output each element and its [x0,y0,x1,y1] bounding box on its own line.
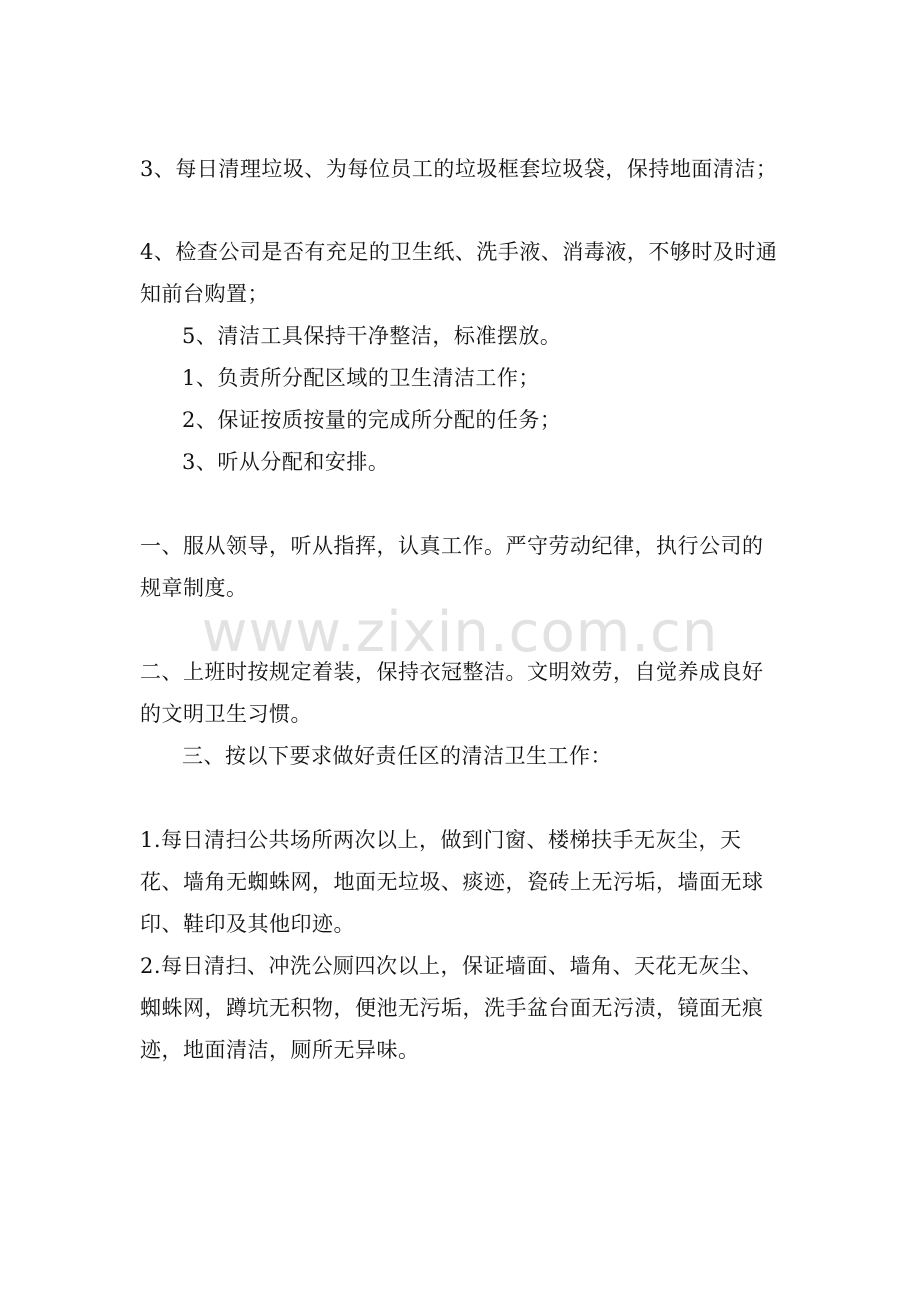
paragraph-public-areas: 1.每日清扫公共场所两次以上，做到门窗、楼梯扶手无灰尘，天花、墙角无蜘蛛网，地面无垃圾、痰迹，瓷砖上无污垢，墙面无球印、鞋印及其他印迹。 [140,828,764,936]
paragraph-assigned-area: 1、负责所分配区域的卫生清洁工作； [182,366,540,390]
paragraph-cleaning-tools: 5、清洁工具保持干净整洁，标准摆放。 [182,324,562,348]
paragraph-restrooms: 2.每日清扫、冲洗公厕四次以上，保证墙面、墙角、天花无灰尘、蜘蛛网，蹲坑无积物，便池无污垢，洗手盆台面无污渍，镜面无痕迹，地面清洁，厕所无异味。 [140,954,764,1062]
paragraph-obey-leadership: 一、服从领导，听从指挥，认真工作。严守劳动纪律，执行公司的规章制度。 [140,534,764,600]
paragraph-check-supplies: 4、检查公司是否有充足的卫生纸、洗手液、消毒液，不够时及时通知前台购置； [140,240,778,306]
paragraph-requirements-heading: 三、按以下要求做好责任区的清洁卫生工作： [182,744,612,768]
paragraph-dress-code: 二、上班时按规定着装，保持衣冠整洁。文明效劳，自觉养成良好的文明卫生习惯。 [140,660,764,726]
paragraph-follow-arrangement: 3、听从分配和安排。 [182,450,390,474]
paragraph-daily-garbage: 3、每日清理垃圾、为每位员工的垃圾框套垃圾袋，保持地面清洁； [140,157,778,181]
watermark-text: www.zixin.com.cn [201,600,719,665]
paragraph-quality-quantity: 2、保证按质按量的完成所分配的任务； [182,408,562,432]
